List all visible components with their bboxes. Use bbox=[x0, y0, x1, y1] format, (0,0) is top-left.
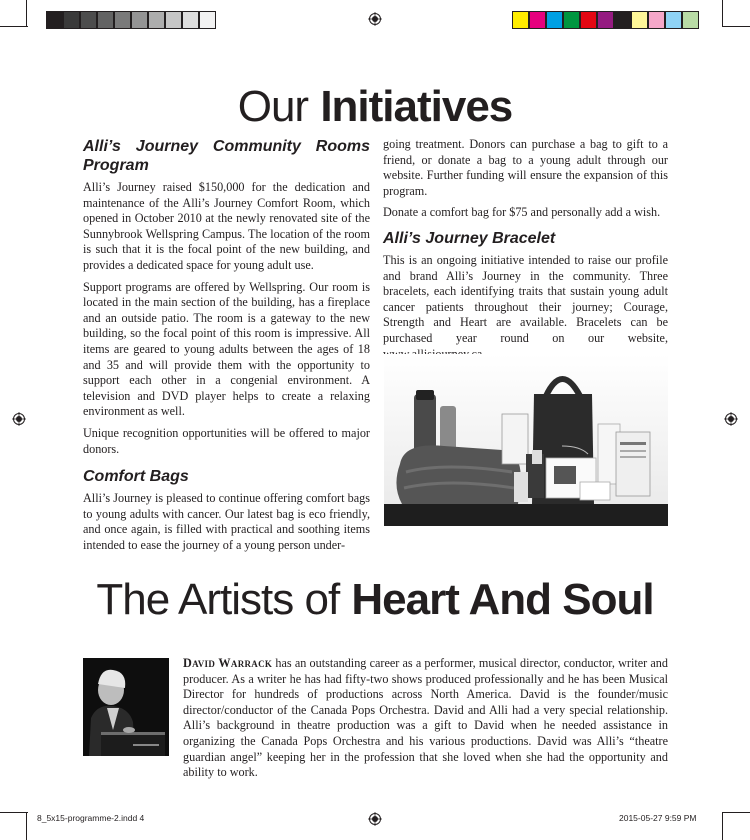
slug-date-time: 2015-05-27 9:59 PM bbox=[619, 813, 697, 823]
color-swatch bbox=[512, 11, 529, 29]
color-swatch bbox=[165, 11, 182, 29]
artist-portrait-photo bbox=[83, 658, 169, 756]
artists-title-bold: Heart And Soul bbox=[351, 575, 654, 624]
color-swatch bbox=[199, 11, 216, 29]
color-swatch bbox=[614, 11, 631, 29]
color-swatch bbox=[580, 11, 597, 29]
color-swatch bbox=[546, 11, 563, 29]
color-swatch bbox=[682, 11, 699, 29]
color-swatch bbox=[131, 11, 148, 29]
color-swatch bbox=[563, 11, 580, 29]
slug-file-name: 8_5x15-programme-2.indd 4 bbox=[37, 813, 145, 823]
color-swatch bbox=[529, 11, 546, 29]
initiatives-title-light: Our bbox=[237, 82, 309, 131]
community-rooms-heading: Alli’s Journey Community Rooms Program bbox=[83, 138, 370, 174]
artists-title-light: The Artists of bbox=[96, 575, 340, 624]
color-swatch bbox=[597, 11, 614, 29]
initiatives-title bbox=[0, 82, 750, 131]
color-swatch bbox=[631, 11, 648, 29]
community-rooms-paragraph-1: Alli’s Journey raised $150,000 for the dedication and maintenance of the Alli’s Journey Comfort Room, which opened in October 2010 at the newly renovated site of the Sunnybrook Wellspring Campus. The location of the room is such that it is the focal point of the new building, and provides a dedicated space for young adult use. bbox=[83, 180, 370, 272]
color-swatch bbox=[97, 11, 114, 29]
community-rooms-paragraph-3: Unique recognition opportunities will be offered to major donors. bbox=[83, 425, 370, 456]
registration-mark-bottom-icon bbox=[368, 812, 382, 826]
initiatives-right-column bbox=[383, 137, 668, 368]
color-swatch bbox=[46, 11, 63, 29]
bracelet-paragraph: This is an ongoing initiative intended to raise our profile and brand Alli’s Journey in the community. Three bracelets, each identifying traits that sustain young adult cancer patients throughout their journey; Courage, Strength and Heart are available. Bracelets can be purchased year round on our website, bbox=[383, 252, 668, 345]
color-swatch bbox=[63, 11, 80, 29]
registration-mark-left-icon bbox=[12, 412, 26, 426]
artist-name: David Warrack bbox=[183, 656, 273, 670]
color-swatch bbox=[665, 11, 682, 29]
color-swatch bbox=[148, 11, 165, 29]
artists-title bbox=[0, 575, 750, 624]
registration-mark-top-icon bbox=[368, 12, 382, 26]
initiatives-title-bold: Initiatives bbox=[320, 82, 513, 131]
comfort-bags-paragraph-2: Donate a comfort bag for $75 and personally add a wish. bbox=[383, 205, 661, 220]
comfort-bag-photo bbox=[384, 354, 668, 526]
comfort-bags-heading: Comfort Bags bbox=[83, 468, 189, 486]
artist-bio bbox=[183, 656, 668, 781]
color-swatch bbox=[648, 11, 665, 29]
color-swatch bbox=[182, 11, 199, 29]
process-color-bar bbox=[512, 11, 699, 29]
registration-mark-right-icon bbox=[724, 412, 738, 426]
initiatives-left-column bbox=[83, 137, 370, 559]
bracelet-heading: Alli’s Journey Bracelet bbox=[383, 229, 556, 247]
grayscale-color-bar bbox=[46, 11, 216, 29]
color-swatch bbox=[80, 11, 97, 29]
comfort-bags-paragraph-1: Alli’s Journey is pleased to continue offering comfort bags to young adults with cancer. Our latest bag is eco friendly, and once again, is filled with practical and soothing items intended to ease the journey of a young person under- bbox=[83, 491, 370, 552]
color-swatch bbox=[114, 11, 131, 29]
community-rooms-paragraph-2: Support programs are offered by Wellspring. Our room is located in the main section of the building, has a fireplace and an outside patio. The room is a gateway to the new building, so the focal point of this room is impressive. All items are geared to young adults between the ages of 18 and 35 and will provide them with the opportunity to support each other in a congenial environment. A television and DVD player helps to create a relaxing environment as well. bbox=[83, 279, 370, 419]
comfort-bags-paragraph-1-continued: going treatment. Donors can purchase a bag to gift to a friend, or donate a bag to a young adult through our website. Further funding will ensure the expansion of this program. bbox=[383, 137, 668, 198]
artist-bio-text: has an outstanding career as a performer, musical director, conductor, writer and producer. As a writer he has had fifty-two shows produced professionally and he has been Musical Director for hundreds of productions across North America. David is the founder/music director/conductor of the Canada Pops Orchestra. David and Alli had a very special relationship. Alli’s background in theatre production was a gift to David when he needed assistance in organizing the Canada Pops Orchestra and his various productions. David was Alli’s “theatre guardian angel” keeping her in the profession that she loved when she had the opportunity and ability to work. bbox=[183, 656, 668, 780]
